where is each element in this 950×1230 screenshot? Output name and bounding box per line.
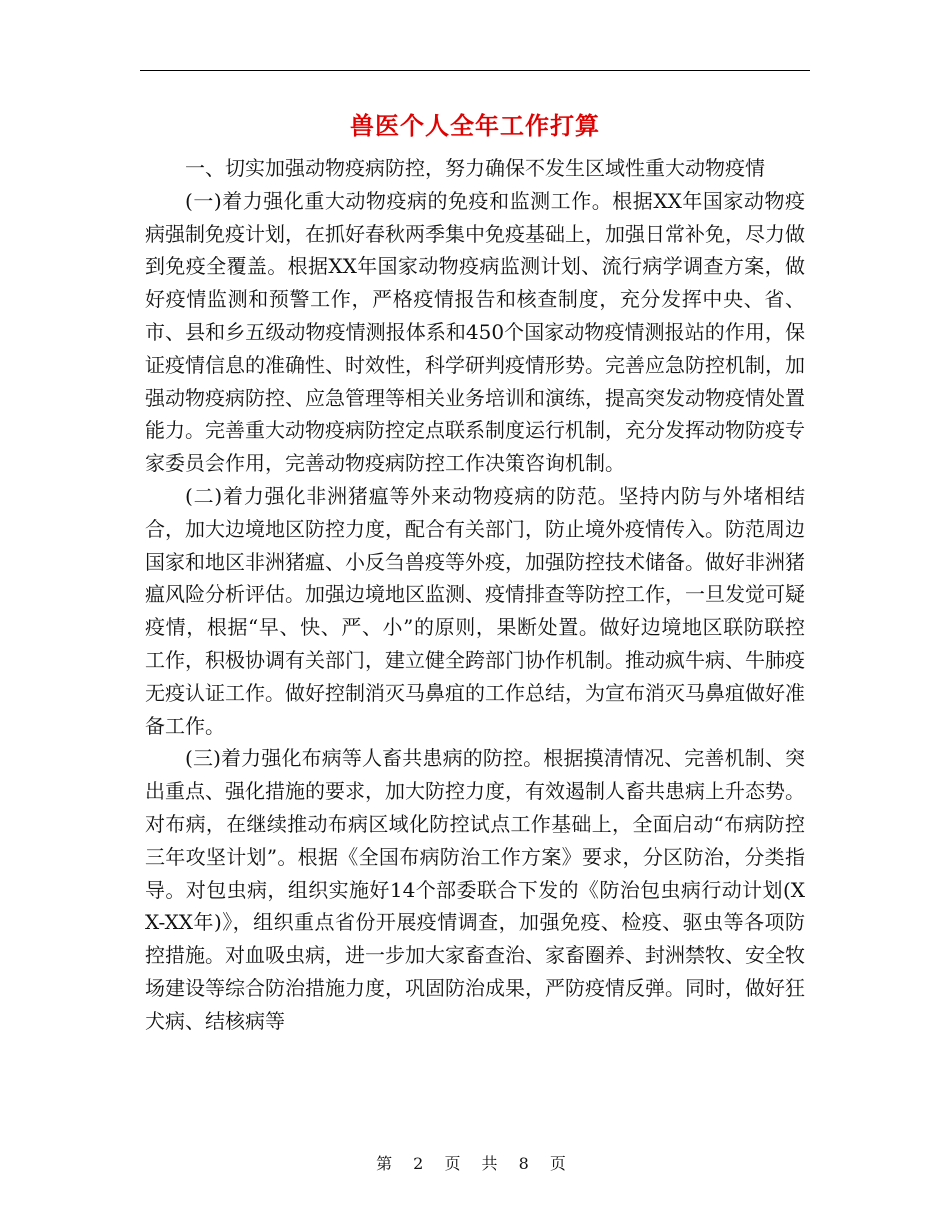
document-title: 兽医个人全年工作打算 — [350, 111, 600, 140]
paragraph-item-2: (二)着力强化非洲猪瘟等外来动物疫病的防范。坚持内防与外堵相结合，加大边境地区防控力度，配合有关部门，防止境外疫情传入。防范周边国家和地区非洲猪瘟、小反刍兽疫等外疫，加强防控技术储备。做好非洲猪瘟风险分析评估。加强边境地区监测、疫情排查等防控工作，一旦发觉可疑疫情，根据“早、快、严、小”的原则，果断处置。做好边境地区联防联控工作，积极协调有关部门，建立健全跨部门协作机制。推动疯牛病、牛肺疫无疫认证工作。做好控制消灭马鼻疽的工作总结，为宣布消灭马鼻疽做好准备工作。 — [145, 483, 805, 738]
document-body — [145, 108, 805, 1038]
page-number: 第 2 页 共 8 页 — [376, 1154, 574, 1173]
paragraph-section-heading: 一、切实加强动物疫病防控，努力确保不发生区域性重大动物疫情 — [185, 156, 765, 180]
paragraph-item-1: (一)着力强化重大动物疫病的免疫和监测工作。根据XX年国家动物疫病强制免疫计划，在抓好春秋两季集中免疫基础上，加强日常补免，尽力做到免疫全覆盖。根据XX年国家动物疫病监测计划、流行病学调查方案，做好疫情监测和预警工作，严格疫情报告和核查制度，充分发挥中央、省、市、县和乡五级动物疫情测报体系和450个国家动物疫情测报站的作用，保证疫情信息的准确性、时效性，科学研判疫情形势。完善应急防控机制，加强动物疫病防控、应急管理等相关业务培训和演练，提高突发动物疫情处置能力。完善重大动物疫病防控定点联系制度运行机制，充分发挥动物防疫专家委员会作用，完善动物疫病防控工作决策咨询机制。 — [145, 188, 805, 476]
header-rule — [140, 70, 810, 71]
paragraph-item-3: (三)着力强化布病等人畜共患病的防控。根据摸清情况、完善机制、突出重点、强化措施的要求，加大防控力度，有效遏制人畜共患病上升态势。对布病，在继续推动布病区域化防控试点工作基础上，全面启动“布病防控三年攻坚计划”。根据《全国布病防治工作方案》要求，分区防治，分类指导。对包虫病，组织实施好14个部委联合下发的《防治包虫病行动计划(XX-XX年)》，组织重点省份开展疫情调查，加强免疫、检疫、驱虫等各项防控措施。对血吸虫病，进一步加大家畜查治、家畜圈养、封洲禁牧、安全牧场建设等综合防治措施力度，巩固防治成果，严防疫情反弹。同时，做好狂犬病、结核病等 — [145, 746, 805, 1033]
